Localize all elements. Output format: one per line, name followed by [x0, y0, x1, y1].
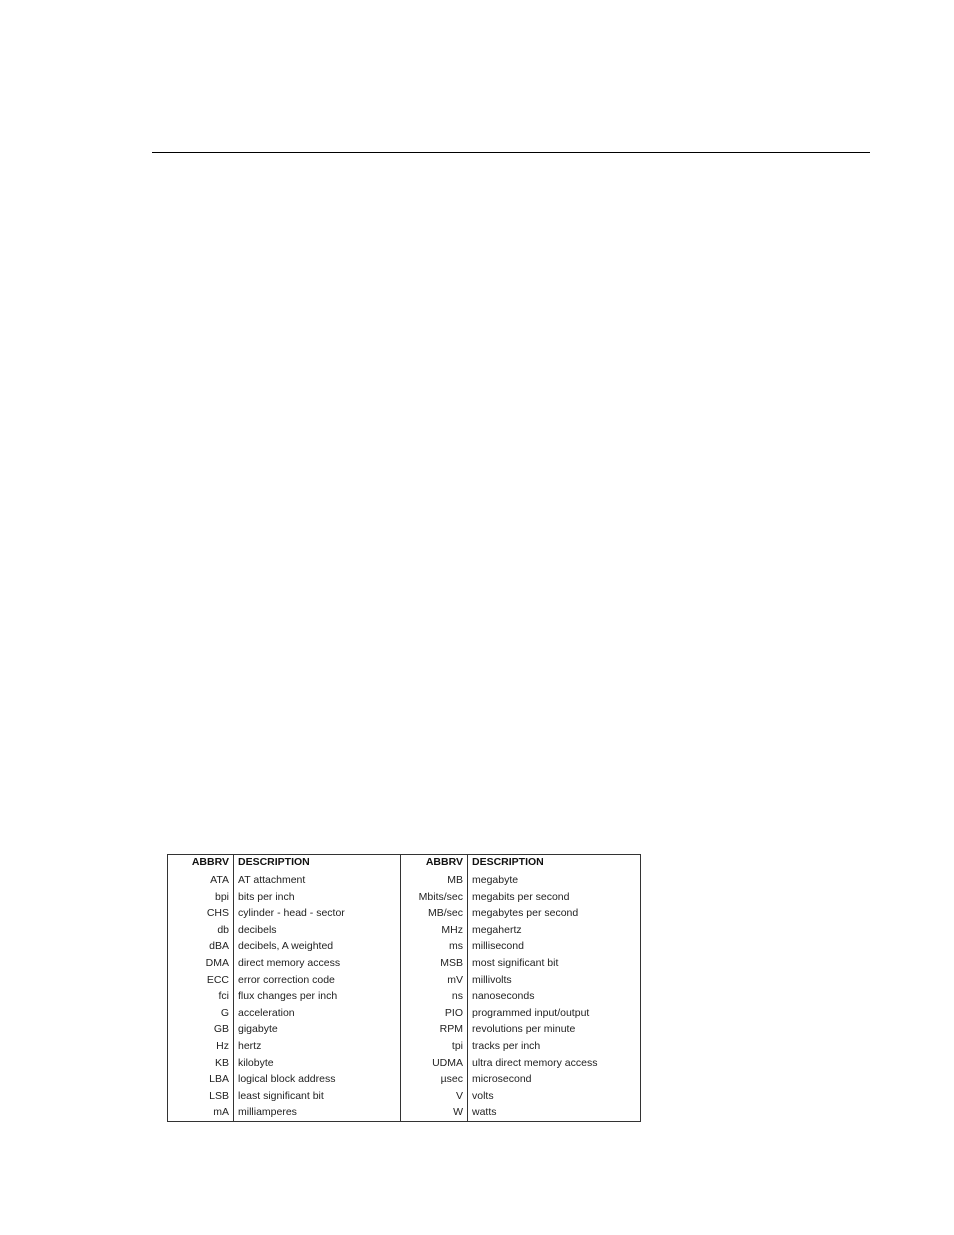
abbrv-cell: MHz	[401, 922, 468, 939]
header-rule	[152, 152, 870, 153]
abbrv-cell: DMA	[168, 955, 234, 972]
description-cell: decibels, A weighted	[234, 938, 401, 955]
abbrv-cell: µsec	[401, 1071, 468, 1088]
table-row	[168, 1005, 641, 1022]
description-cell: megabytes per second	[472, 907, 579, 920]
abbrv-cell: mV	[401, 972, 468, 989]
description-cell: volts	[472, 1089, 494, 1102]
description-cell: acceleration	[234, 1005, 401, 1022]
table-row	[168, 1088, 641, 1105]
description-cell: milliamperes	[234, 1104, 401, 1121]
abbrv-cell: ATA	[168, 870, 234, 889]
description-cell: microsecond	[472, 1073, 532, 1086]
abbrv-cell: fci	[168, 988, 234, 1005]
header-description-left: DESCRIPTION	[234, 855, 401, 871]
table-row	[168, 905, 641, 922]
description-cell: AT attachment	[234, 870, 401, 889]
header-abbrv-right: ABBRV	[401, 855, 468, 871]
abbrv-cell: V	[401, 1088, 468, 1105]
table-row	[168, 1055, 641, 1072]
description-cell: decibels	[234, 922, 401, 939]
abbrv-cell: CHS	[168, 905, 234, 922]
table-header-row	[168, 855, 641, 871]
abbrv-cell: PIO	[401, 1005, 468, 1022]
abbrv-cell: W	[401, 1104, 468, 1121]
abbrv-cell: ECC	[168, 972, 234, 989]
abbrv-cell: LSB	[168, 1088, 234, 1105]
description-cell: ultra direct memory access	[472, 1056, 598, 1069]
table-row	[168, 1021, 641, 1038]
table-body	[168, 870, 641, 1121]
abbrv-cell: Mbits/sec	[401, 889, 468, 906]
table-row	[168, 938, 641, 955]
abbrv-cell: bpi	[168, 889, 234, 906]
description-cell: megahertz	[472, 923, 522, 936]
table-row	[168, 1071, 641, 1088]
abbrv-cell: MSB	[401, 955, 468, 972]
description-cell: millivolts	[472, 973, 512, 986]
abbrv-cell: mA	[168, 1104, 234, 1121]
abbrv-cell: GB	[168, 1021, 234, 1038]
header-description-right: DESCRIPTION	[472, 856, 544, 868]
description-cell: millisecond	[472, 940, 524, 953]
description-cell: gigabyte	[234, 1021, 401, 1038]
description-cell: megabyte	[472, 874, 519, 886]
table-row	[168, 870, 641, 889]
abbrv-cell: G	[168, 1005, 234, 1022]
table-row	[168, 889, 641, 906]
table-row	[168, 922, 641, 939]
description-cell: kilobyte	[234, 1055, 401, 1072]
abbrv-cell: dBA	[168, 938, 234, 955]
abbrv-cell: tpi	[401, 1038, 468, 1055]
table-row	[168, 972, 641, 989]
description-cell: flux changes per inch	[234, 988, 401, 1005]
description-cell: tracks per inch	[472, 1039, 541, 1052]
description-cell: nanoseconds	[472, 990, 535, 1003]
description-cell: watts	[472, 1106, 497, 1119]
abbrv-cell: Hz	[168, 1038, 234, 1055]
description-cell: error correction code	[234, 972, 401, 989]
description-cell: bits per inch	[234, 889, 401, 906]
description-cell: revolutions per minute	[472, 1023, 576, 1036]
description-cell: most significant bit	[472, 956, 559, 969]
description-cell: logical block address	[234, 1071, 401, 1088]
abbrv-cell: MB/sec	[401, 905, 468, 922]
description-cell: megabits per second	[472, 890, 570, 903]
abbrv-cell: RPM	[401, 1021, 468, 1038]
abbrv-cell: ns	[401, 988, 468, 1005]
description-cell: direct memory access	[234, 955, 401, 972]
description-cell: cylinder - head - sector	[234, 905, 401, 922]
table-row	[168, 988, 641, 1005]
description-cell: hertz	[234, 1038, 401, 1055]
abbrv-cell: UDMA	[401, 1055, 468, 1072]
table-row	[168, 1038, 641, 1055]
abbrv-cell: db	[168, 922, 234, 939]
abbreviation-table	[167, 854, 641, 1122]
description-cell: programmed input/output	[472, 1006, 590, 1019]
header-abbrv-left: ABBRV	[168, 855, 234, 871]
abbrv-cell: KB	[168, 1055, 234, 1072]
table-row	[168, 955, 641, 972]
table-row	[168, 1104, 641, 1121]
abbrv-cell: LBA	[168, 1071, 234, 1088]
abbrv-cell: ms	[401, 938, 468, 955]
description-cell: least significant bit	[234, 1088, 401, 1105]
abbrv-cell: MB	[401, 870, 468, 889]
